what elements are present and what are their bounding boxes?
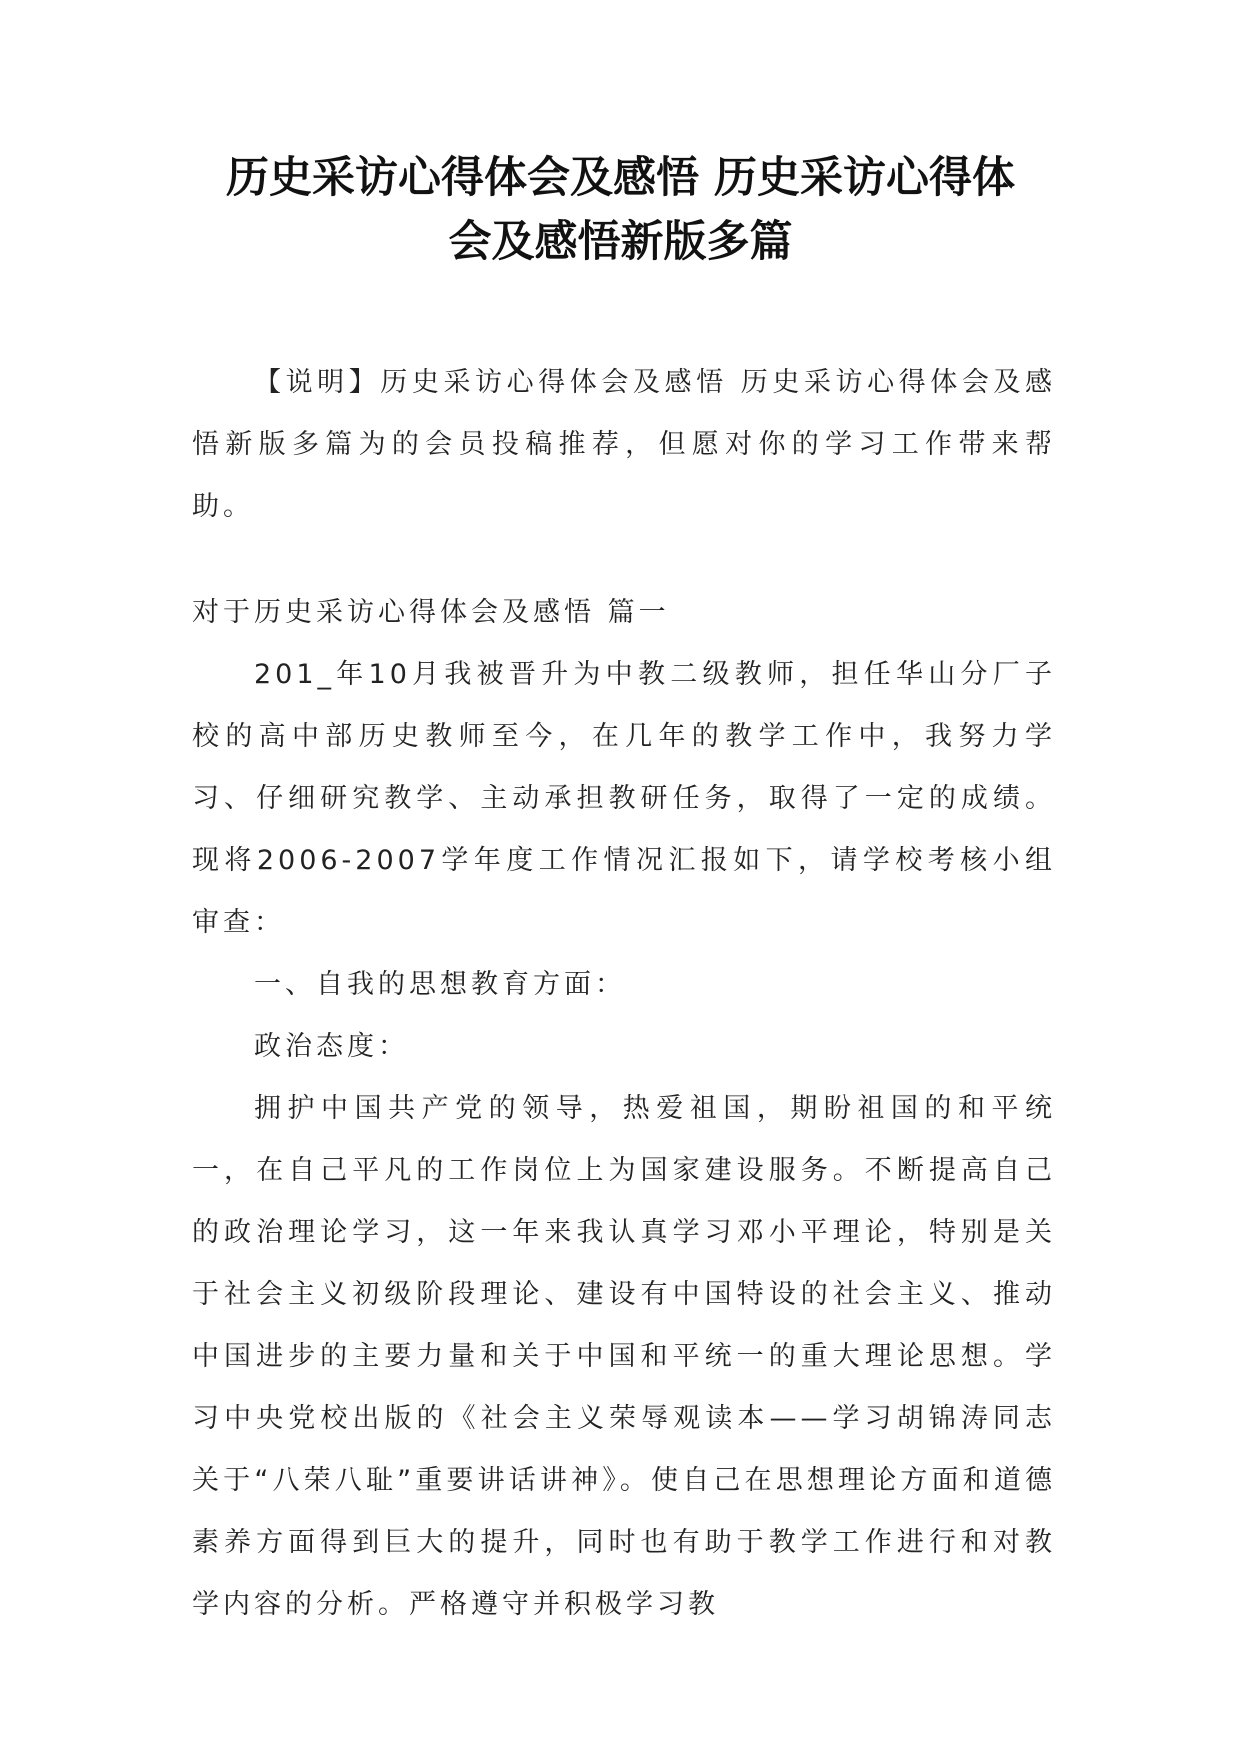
section-block: [192, 582, 1056, 1636]
note-paragraph: 【说明】历史采访心得体会及感悟 历史采访心得体会及感悟新版多篇为的会员投稿推荐，但愿对你的学习工作带来帮助。: [192, 367, 1056, 522]
body-paragraph-1: 201_年10月我被晋升为中教二级教师，担任华山分厂子校的高中部历史教师至今，在几年的教学工作中，我努力学习、仔细研究教学、主动承担教研任务，取得了一定的成绩。现将2006-2007学年度工作情况汇报如下，请学校考核小组审查：: [192, 659, 1056, 938]
note-block: [192, 352, 1056, 538]
body-paragraph-3: 政治态度：: [254, 1031, 409, 1062]
title-line-2: 会及感悟新版多篇: [448, 217, 793, 267]
title-line-1: 历史采访心得体会及感悟 历史采访心得体: [226, 153, 1015, 203]
body-paragraph-4: 拥护中国共产党的领导，热爱祖国，期盼祖国的和平统一，在自己平凡的工作岗位上为国家建设服务。不断提高自己的政治理论学习，这一年来我认真学习邓小平理论，特别是关于社会主义初级阶段理论、建设有中国特设的社会主义、推动中国进步的主要力量和关于中国和平统一的重大理论思想。学习中央党校出版的《社会主义荣辱观读本——学习胡锦涛同志关于“八荣八耻”重要讲话讲神》。使自己在思想理论方面和道德素养方面得到巨大的提升，同时也有助于教学工作进行和对教学内容的分析。严格遵守并积极学习教: [192, 1093, 1056, 1620]
body-paragraph-2: 一、自我的思想教育方面：: [254, 969, 626, 1000]
section-heading: 对于历史采访心得体会及感悟 篇一: [192, 597, 670, 628]
document-title: [150, 146, 1091, 274]
